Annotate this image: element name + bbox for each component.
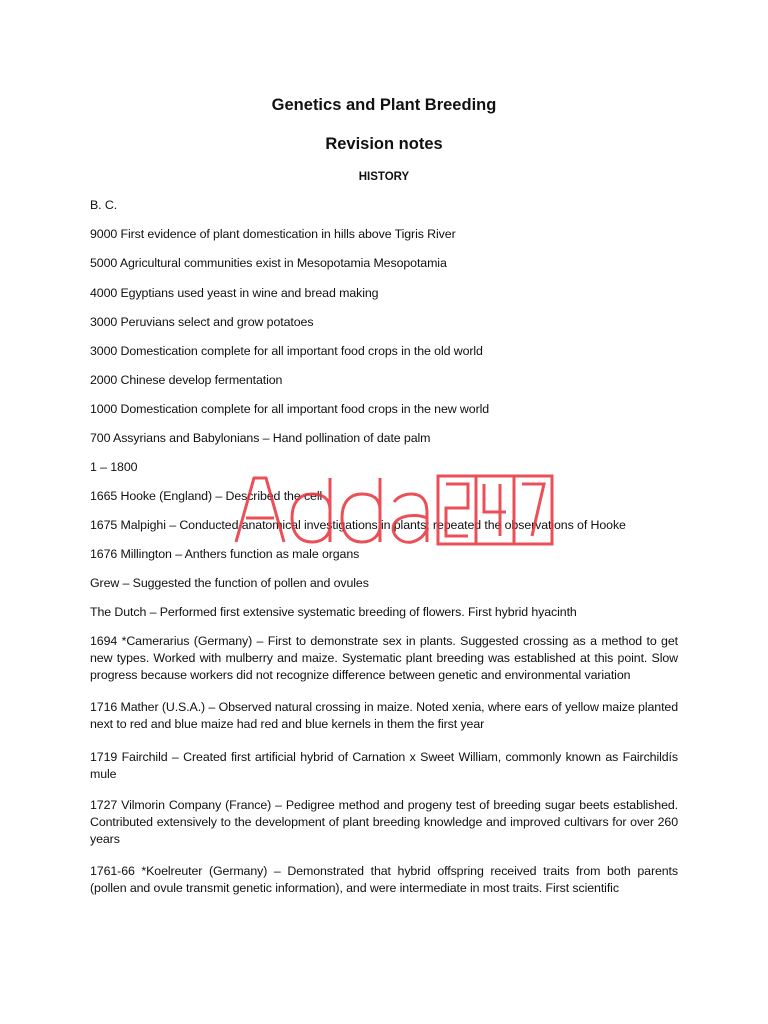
history-entry: 1716 Mather (U.S.A.) – Observed natural crossing in maize. Noted xenia, where ears of yellow maize planted next to red and blue maize had red and blue kernels in them the first year [90, 700, 678, 731]
history-entry: 3000 Peruvians select and grow potatoes [90, 315, 314, 329]
history-entry: 1675 Malpighi – Conducted anatomical investigations in plants; repeated the observations of Hooke [90, 518, 626, 532]
history-entry: 1719 Fairchild – Created first artificial hybrid of Carnation x Sweet William, commonly known as Fairchildís mule [90, 750, 678, 781]
history-entry: 1761-66 *Koelreuter (Germany) – Demonstrated that hybrid offspring received traits from both parents (pollen and ovule transmit genetic information), and were intermediate in most traits. First scientific [90, 864, 678, 895]
history-entry: 1727 Vilmorin Company (France) – Pedigree method and progeny test of breeding sugar beets established. Contributed extensively to the development of plant breeding knowledge and improved cultivars for over 260 years [90, 798, 678, 846]
adda247-watermark-logo [232, 472, 558, 546]
history-entry: 4000 Egyptians used yeast in wine and bread making [90, 286, 379, 300]
history-entry: 1000 Domestication complete for all important food crops in the new world [90, 402, 490, 416]
document-subtitle: Revision notes [325, 135, 443, 153]
section-heading: HISTORY [358, 171, 410, 183]
history-entry: B. C. [90, 198, 118, 212]
history-entry: 2000 Chinese develop fermentation [90, 373, 283, 387]
history-entry: 9000 First evidence of plant domestication in hills above Tigris River [90, 227, 456, 241]
247-boxed-lettering [438, 476, 552, 544]
history-entry: 3000 Domestication complete for all important food crops in the old world [90, 344, 483, 358]
adda-lettering [236, 478, 427, 542]
history-entry: The Dutch – Performed first extensive systematic breeding of flowers. First hybrid hyacinth [90, 605, 577, 619]
history-entry: 5000 Agricultural communities exist in Mesopotamia Mesopotamia [90, 256, 447, 270]
history-entry: 1665 Hooke (England) – Described the cell [90, 489, 323, 503]
history-entry: 1676 Millington – Anthers function as male organs [90, 547, 360, 561]
document-title: Genetics and Plant Breeding [271, 96, 497, 114]
history-entry: 1 – 1800 [90, 460, 138, 474]
history-entry: 1694 *Camerarius (Germany) – First to demonstrate sex in plants. Suggested crossing as a method to get new types. Worked with mulberry and maize. Systematic plant breeding was established at this point. Slow progress because workers did not recognize difference between genetic and environmental variation [90, 634, 678, 682]
history-entry: 700 Assyrians and Babylonians – Hand pollination of date palm [90, 431, 431, 445]
history-entry: Grew – Suggested the function of pollen and ovules [90, 576, 369, 590]
